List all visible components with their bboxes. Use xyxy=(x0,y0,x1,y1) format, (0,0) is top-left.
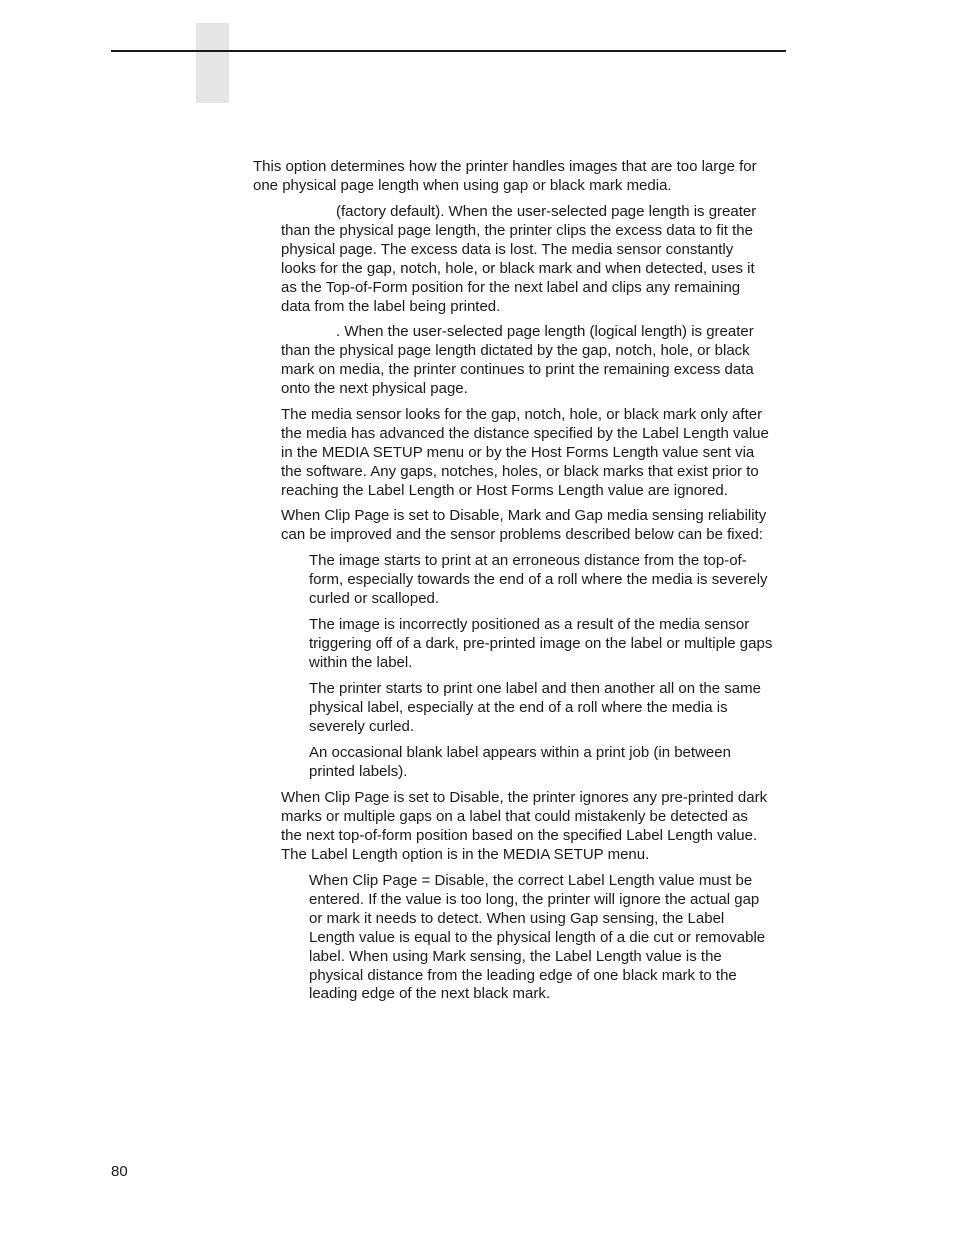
problem-item xyxy=(309,680,761,737)
text-line: form, especially towards the end of a roll where the media is severely xyxy=(309,570,768,588)
text-line: When Clip Page = Disable, the correct Label Length value must be xyxy=(309,872,753,889)
text-line: When Clip Page is set to Disable, the printer ignores any pre-printed dark xyxy=(281,789,768,806)
text-line: than the physical page length dictated by the gap, notch, hole, or black xyxy=(281,341,750,359)
text-line: The Label Length option is in the MEDIA SETUP menu. xyxy=(281,845,650,863)
text-line: triggering off of a dark, pre-printed image on the label or multiple gaps xyxy=(309,634,773,652)
text-line: the software. Any gaps, notches, holes, or black marks that exist prior to xyxy=(281,462,759,480)
intro-paragraph xyxy=(253,158,757,196)
text-line: the media has advanced the distance specified by the Label Length value xyxy=(281,424,769,442)
text-line: This option determines how the printer handles images that are too large for xyxy=(253,158,757,175)
text-line: marks or multiple gaps on a label that could mistakenly be detected as xyxy=(281,807,748,825)
text-line: one physical page length when using gap or black mark media. xyxy=(253,176,672,194)
important-note-paragraph xyxy=(309,872,765,1004)
problem-item xyxy=(309,744,731,782)
text-line: printed labels). xyxy=(309,762,408,780)
header-tab xyxy=(196,23,229,103)
text-line: leading edge of the next black mark. xyxy=(309,985,550,1003)
text-line: the next top-of-form position based on the specified Label Length value. xyxy=(281,826,758,844)
text-line: onto the next physical page. xyxy=(281,379,468,397)
text-line: as the Top-of-Form position for the next label and clips any remaining xyxy=(281,278,741,296)
text-line: looks for the gap, notch, hole, or black mark and when detected, uses it xyxy=(281,259,755,277)
text-line: An occasional blank label appears within a print job (in between xyxy=(309,744,731,761)
disable-option-paragraph xyxy=(281,323,754,399)
text-line: The image starts to print at an erroneous distance from the top-of- xyxy=(309,552,747,569)
header-rule xyxy=(111,50,786,52)
text-line: curled or scalloped. xyxy=(309,589,440,607)
problem-item xyxy=(309,616,772,673)
text-line: data from the label being printed. xyxy=(281,297,501,315)
text-line: physical label, especially at the end of a roll where the media is xyxy=(309,698,728,716)
text-line: than the physical page length, the printer clips the excess data to fit the xyxy=(281,221,753,239)
text-line: or mark it needs to detect. When using Gap sensing, the Label xyxy=(309,909,725,927)
sensor-note-paragraph xyxy=(281,406,769,501)
reliability-intro-paragraph xyxy=(281,507,766,545)
enable-option-paragraph xyxy=(281,203,756,316)
text-line: entered. If the value is too long, the printer will ignore the actual gap xyxy=(309,890,760,908)
text-line: within the label. xyxy=(309,653,413,671)
text-line: Length value is equal to the physical length of a die cut or removable xyxy=(309,928,766,946)
text-line: The printer starts to print one label and then another all on the same xyxy=(309,680,761,697)
text-line: in the MEDIA SETUP menu or by the Host Forms Length value sent via xyxy=(281,443,755,461)
text-line: . When the user-selected page length (logical length) is greater xyxy=(336,323,754,340)
text-line: severely curled. xyxy=(309,717,415,735)
page-number: 80 xyxy=(111,1163,128,1180)
text-line: physical page. The excess data is lost. The media sensor constantly xyxy=(281,240,734,258)
text-line: mark on media, the printer continues to print the remaining excess data xyxy=(281,360,754,378)
disable-behavior-paragraph xyxy=(281,789,767,865)
text-line: The media sensor looks for the gap, notch, hole, or black mark only after xyxy=(281,406,763,423)
text-line: label. When using Mark sensing, the Label Length value is the xyxy=(309,947,722,965)
problem-item xyxy=(309,552,768,609)
text-line: can be improved and the sensor problems described below can be fixed: xyxy=(281,525,763,543)
text-line: When Clip Page is set to Disable, Mark and Gap media sensing reliability xyxy=(281,507,767,524)
text-line: (factory default). When the user-selected page length is greater xyxy=(336,203,757,220)
text-line: reaching the Label Length or Host Forms Length value are ignored. xyxy=(281,481,728,499)
text-line: The image is incorrectly positioned as a result of the media sensor xyxy=(309,616,750,633)
text-line: physical distance from the leading edge of one black mark to the xyxy=(309,966,737,984)
